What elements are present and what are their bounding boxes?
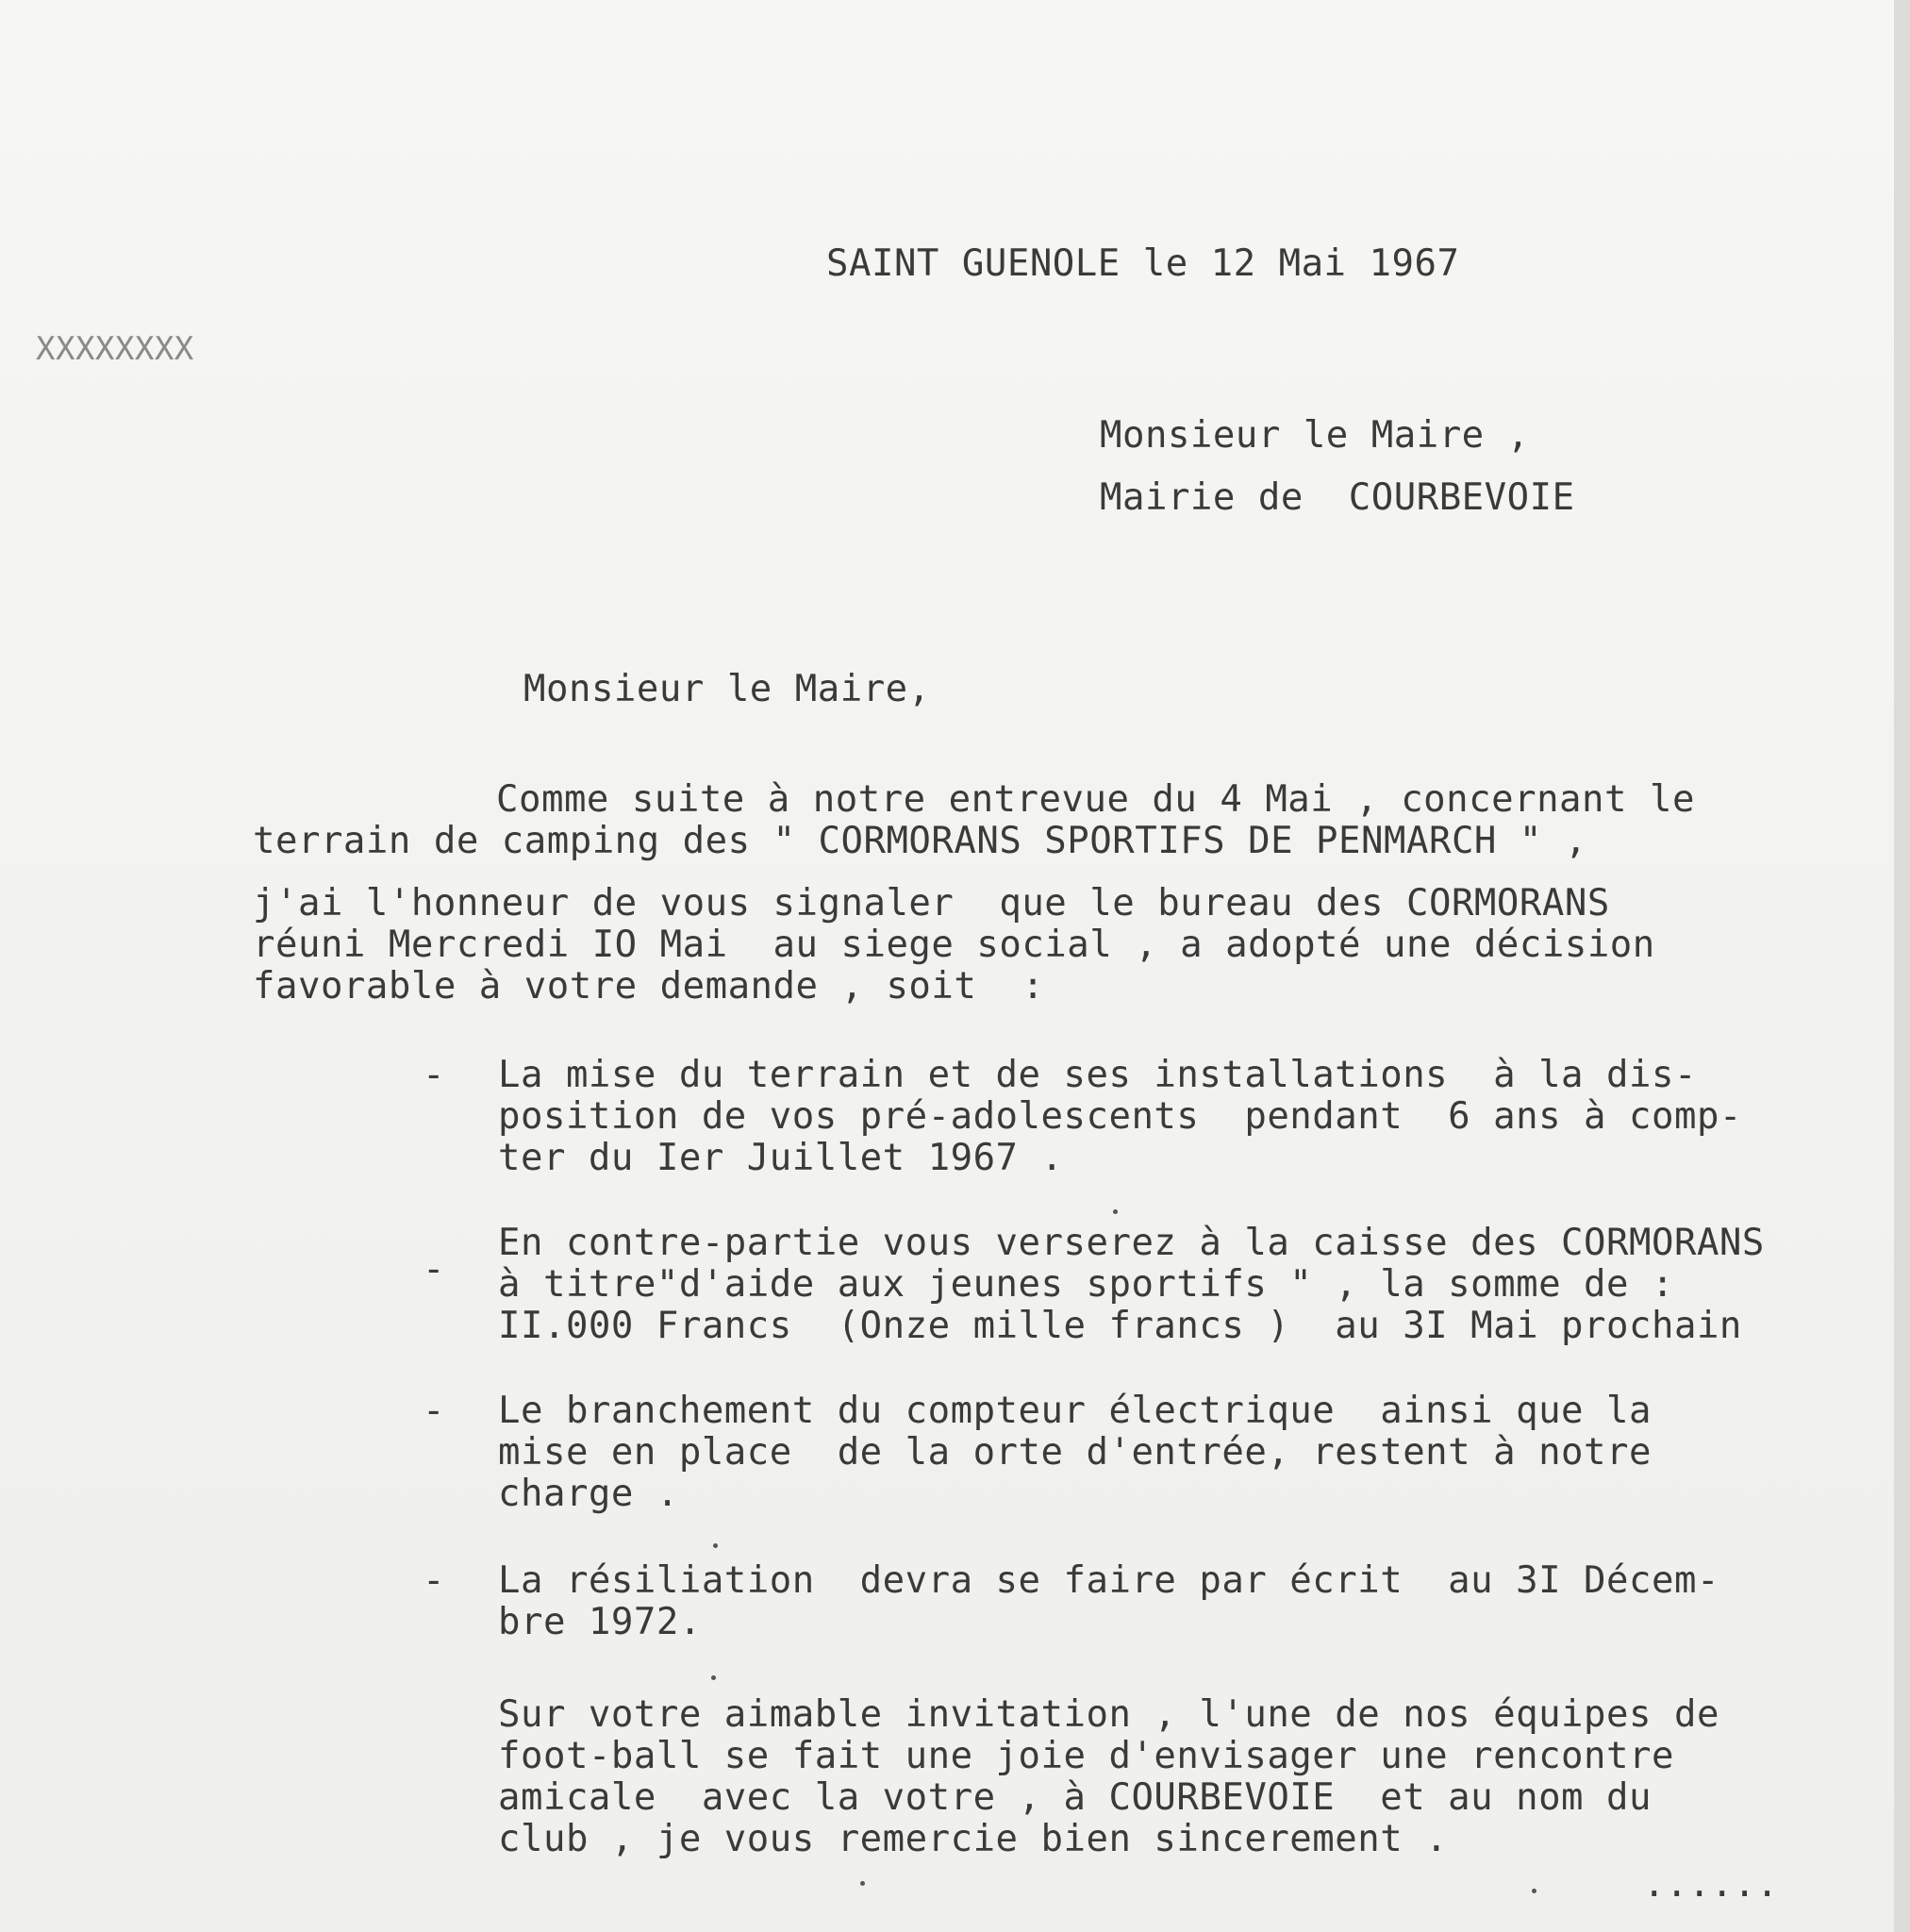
salutation: Monsieur le Maire,	[523, 668, 931, 710]
item-line: mise en place de la orte d'entrée, restent à notre	[498, 1431, 1652, 1474]
item-line: Le branchement du compteur électrique ainsi que la	[498, 1390, 1652, 1432]
ink-speck	[860, 1881, 865, 1886]
intro-line-1: Comme suite à notre entrevue du 4 Mai , concernant le	[496, 778, 1695, 821]
closing-paragraph	[498, 1694, 1719, 1860]
continuation-dots: ......	[1643, 1863, 1779, 1906]
recipient-line-2: Mairie de COURBEVOIE	[1100, 476, 1575, 519]
list-item	[498, 1391, 1652, 1515]
closing-line-2: foot-ball se fait une joie d'envisager une rencontre	[498, 1735, 1674, 1777]
item-line: charge .	[498, 1473, 679, 1515]
list-item	[498, 1055, 1742, 1179]
recipient-address	[1100, 415, 1575, 519]
item-line: position de vos pré-adolescents pendant 6 ans à comp-	[498, 1095, 1742, 1138]
list-item	[498, 1223, 1765, 1347]
item-line: La résiliation devra se faire par écrit au 3I Décem-	[498, 1559, 1719, 1602]
intro-line-5: favorable à votre demande , soit :	[253, 965, 1045, 1008]
item-dash: -	[423, 1390, 445, 1432]
list-item	[498, 1560, 1719, 1643]
ink-speck	[713, 1543, 718, 1548]
place-date: SAINT GUENOLE le 12 Mai 1967	[826, 242, 1460, 285]
item-dash: -	[423, 1559, 445, 1602]
intro-line-2: terrain de camping des " CORMORANS SPORTIFS DE PENMARCH " ,	[253, 820, 1587, 862]
reference-mark: XXXXXXXX	[36, 330, 194, 368]
item-line: La mise du terrain et de ses installations à la dis-	[498, 1054, 1697, 1096]
closing-line-3: amicale avec la votre , à COURBEVOIE et au nom du	[498, 1776, 1652, 1819]
intro-paragraph	[253, 779, 1695, 1008]
ink-speck	[1532, 1889, 1536, 1893]
ink-speck	[1113, 1209, 1118, 1214]
item-line: ter du Ier Juillet 1967 .	[498, 1137, 1064, 1179]
page-edge	[1894, 0, 1910, 1932]
item-line: En contre-partie vous verserez à la caisse des CORMORANS	[498, 1222, 1765, 1264]
intro-line-4: réuni Mercredi IO Mai au siege social , a adopté une décision	[253, 924, 1655, 966]
item-dash: -	[423, 1054, 445, 1096]
closing-line-4: club , je vous remercie bien sincerement .	[498, 1818, 1449, 1860]
recipient-line-1: Monsieur le Maire ,	[1100, 414, 1530, 457]
closing-line-1: Sur votre aimable invitation , l'une de nos équipes de	[498, 1693, 1719, 1736]
item-dash: -	[423, 1248, 445, 1291]
ink-speck	[711, 1675, 716, 1680]
intro-line-3: j'ai l'honneur de vous signaler que le bureau des CORMORANS	[253, 882, 1610, 924]
item-line: bre 1972.	[498, 1601, 702, 1643]
item-line: II.000 Francs (Onze mille francs ) au 3I Mai prochain	[498, 1305, 1742, 1347]
item-line: à titre"d'aide aux jeunes sportifs " , la somme de :	[498, 1263, 1674, 1306]
